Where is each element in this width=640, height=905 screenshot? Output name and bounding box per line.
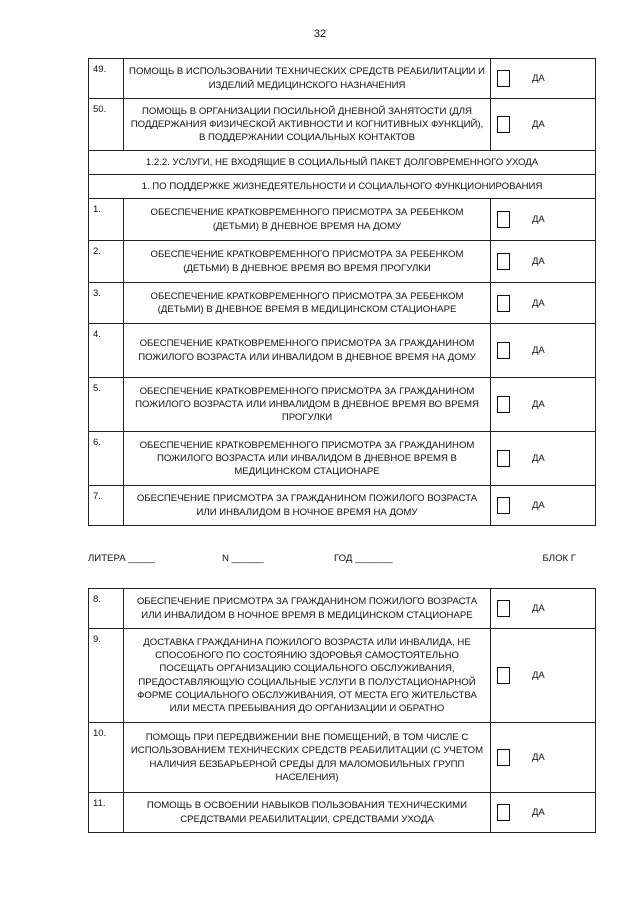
service-text: ПОМОЩЬ В ИСПОЛЬЗОВАНИИ ТЕХНИЧЕСКИХ СРЕДСТВ РЕАБИЛИТАЦИИ И ИЗДЕЛИЙ МЕДИЦИНСКОГО НАЗНАЧЕНИЯ bbox=[124, 59, 491, 99]
row-number: 7. bbox=[89, 486, 124, 526]
yes-label: ДА bbox=[532, 500, 545, 511]
page-number: 32 bbox=[313, 28, 327, 40]
row-number: 50. bbox=[89, 99, 124, 151]
answer-cell bbox=[491, 99, 596, 151]
checkbox[interactable] bbox=[497, 667, 510, 684]
answer-cell bbox=[491, 486, 596, 526]
checkbox[interactable] bbox=[497, 295, 510, 312]
service-text: ПОМОЩЬ В ОСВОЕНИИ НАВЫКОВ ПОЛЬЗОВАНИЯ ТЕХНИЧЕСКИМИ СРЕДСТВАМИ РЕАБИЛИТАЦИИ, СРЕДСТВАМИ УХОДА bbox=[124, 793, 491, 833]
yes-label: ДА bbox=[532, 297, 545, 309]
row-number: 1. bbox=[89, 199, 124, 241]
checkbox[interactable] bbox=[497, 450, 510, 467]
service-text: ОБЕСПЕЧЕНИЕ ПРИСМОТРА ЗА ГРАЖДАНИНОМ ПОЖИЛОГО ВОЗРАСТА ИЛИ ИНВАЛИДОМ В НОЧНОЕ ВРЕМЯ В МЕДИЦИНСКОМ СТАЦИОНАРЕ bbox=[124, 589, 491, 629]
answer-cell bbox=[491, 324, 596, 378]
row-number: 3. bbox=[89, 283, 124, 324]
table-row bbox=[89, 432, 596, 486]
answer-cell bbox=[491, 589, 596, 629]
checkbox[interactable] bbox=[497, 342, 510, 359]
answer-cell bbox=[491, 793, 596, 833]
table-row bbox=[89, 723, 596, 793]
table-row bbox=[89, 241, 596, 283]
row-number: 10. bbox=[89, 723, 124, 793]
checkbox[interactable] bbox=[497, 804, 510, 821]
row-number: 11. bbox=[89, 793, 124, 833]
service-text: ОБЕСПЕЧЕНИЕ КРАТКОВРЕМЕННОГО ПРИСМОТРА ЗА ГРАЖДАНИНОМ ПОЖИЛОГО ВОЗРАСТА ИЛИ ИНВАЛИДОМ В ДНЕВНОЕ ВРЕМЯ ВО ВРЕМЯ ПРОГУЛКИ bbox=[124, 378, 491, 432]
checkbox[interactable] bbox=[497, 396, 510, 413]
answer-cell bbox=[491, 629, 596, 723]
yes-label: ДА bbox=[532, 670, 545, 681]
answer-cell bbox=[491, 199, 596, 241]
yes-label: ДА bbox=[532, 752, 545, 763]
table-row bbox=[89, 486, 596, 526]
row-number: 6. bbox=[89, 432, 124, 486]
yes-label: ДА bbox=[532, 214, 545, 225]
table-row bbox=[89, 793, 596, 833]
table-row bbox=[89, 99, 596, 151]
litera-field: ЛИТЕРА _____ bbox=[88, 553, 155, 564]
subsection-row bbox=[89, 175, 596, 199]
answer-cell bbox=[491, 241, 596, 283]
yes-label: ДА bbox=[532, 453, 545, 464]
checkbox[interactable] bbox=[497, 749, 510, 766]
service-text: ОБЕСПЕЧЕНИЕ КРАТКОВРЕМЕННОГО ПРИСМОТРА ЗА РЕБЕНКОМ (ДЕТЬМИ) В ДНЕВНОЕ ВРЕМЯ ВО ВРЕМЯ ПРОГУЛКИ bbox=[124, 241, 491, 283]
service-text: ОБЕСПЕЧЕНИЕ ПРИСМОТРА ЗА ГРАЖДАНИНОМ ПОЖИЛОГО ВОЗРАСТА ИЛИ ИНВАЛИДОМ В НОЧНОЕ ВРЕМЯ НА ДОМУ bbox=[124, 486, 491, 526]
service-text: ОБЕСПЕЧЕНИЕ КРАТКОВРЕМЕННОГО ПРИСМОТРА ЗА ГРАЖДАНИНОМ ПОЖИЛОГО ВОЗРАСТА ИЛИ ИНВАЛИДОМ В ДНЕВНОЕ ВРЕМЯ НА ДОМУ bbox=[124, 324, 491, 378]
service-text: ПОМОЩЬ В ОРГАНИЗАЦИИ ПОСИЛЬНОЙ ДНЕВНОЙ ЗАНЯТОСТИ (ДЛЯ ПОДДЕРЖАНИЯ ФИЗИЧЕСКОЙ АКТИВНОСТИ И КОГНИТИВНЫХ ФУНКЦИЙ), В ПОДДЕРЖАНИИ СОЦИАЛЬНЫХ КОНТАКТОВ bbox=[124, 99, 491, 151]
answer-cell bbox=[491, 378, 596, 432]
yes-label: ДА bbox=[532, 256, 545, 267]
year-field: ГОД _______ bbox=[334, 553, 393, 564]
table-row bbox=[89, 629, 596, 723]
service-text: ОБЕСПЕЧЕНИЕ КРАТКОВРЕМЕННОГО ПРИСМОТРА ЗА РЕБЕНКОМ (ДЕТЬМИ) В ДНЕВНОЕ ВРЕМЯ НА ДОМУ bbox=[124, 199, 491, 241]
table-row bbox=[89, 589, 596, 629]
services-table-2 bbox=[88, 588, 596, 833]
row-number: 4. bbox=[89, 324, 124, 378]
answer-cell bbox=[491, 283, 596, 324]
service-text: ПОМОЩЬ ПРИ ПЕРЕДВИЖЕНИИ ВНЕ ПОМЕЩЕНИЙ, В ТОМ ЧИСЛЕ С ИСПОЛЬЗОВАНИЕМ ТЕХНИЧЕСКИХ СРЕДСТВ РЕАБИЛИТАЦИИ (С УЧЕТОМ НАЛИЧИЯ БЕЗБАРЬЕРНОЙ СРЕДЫ ДЛЯ МАЛОМОБИЛЬНЫХ ГРУПП НАСЕЛЕНИЯ) bbox=[124, 723, 491, 793]
number-field: N ______ bbox=[222, 553, 264, 564]
table-row bbox=[89, 59, 596, 99]
yes-label: ДА bbox=[532, 345, 545, 356]
service-text: ОБЕСПЕЧЕНИЕ КРАТКОВРЕМЕННОГО ПРИСМОТРА ЗА РЕБЕНКОМ (ДЕТЬМИ) В ДНЕВНОЕ ВРЕМЯ В МЕДИЦИНСКОМ СТАЦИОНАРЕ bbox=[124, 283, 491, 324]
table-row bbox=[89, 378, 596, 432]
yes-label: ДА bbox=[532, 603, 545, 614]
checkbox[interactable] bbox=[497, 497, 510, 514]
yes-label: ДА bbox=[532, 119, 545, 130]
section-title: 1.2.2. УСЛУГИ, НЕ ВХОДЯЩИЕ В СОЦИАЛЬНЫЙ ПАКЕТ ДОЛГОВРЕМЕННОГО УХОДА bbox=[89, 151, 596, 175]
row-number: 8. bbox=[89, 589, 124, 629]
table-row bbox=[89, 199, 596, 241]
checkbox[interactable] bbox=[497, 600, 510, 617]
checkbox[interactable] bbox=[497, 211, 510, 228]
table-row bbox=[89, 324, 596, 378]
answer-cell bbox=[491, 59, 596, 99]
row-number: 5. bbox=[89, 378, 124, 432]
row-number: 9. bbox=[89, 629, 124, 723]
table-row bbox=[89, 283, 596, 324]
block-label: БЛОК Г bbox=[542, 553, 576, 564]
service-text: ДОСТАВКА ГРАЖДАНИНА ПОЖИЛОГО ВОЗРАСТА ИЛИ ИНВАЛИДА, НЕ СПОСОБНОГО ПО СОСТОЯНИЮ ЗДОРОВЬЯ САМОСТОЯТЕЛЬНО ПОСЕЩАТЬ ОРГАНИЗАЦИЮ СОЦИАЛЬНОГО ОБСЛУЖИВАНИЯ, ПРЕДОСТАВЛЯЮЩУЮ СОЦИАЛЬНЫЕ УСЛУГИ В ПОЛУСТАЦИОНАРНОЙ ФОРМЕ СОЦИАЛЬНОГО ОБСЛУЖИВАНИЯ, ОТ МЕСТА ЕГО ЖИТЕЛЬСТВА ИЛИ МЕСТА ПРЕБЫВАНИЯ ДО ОРГАНИЗАЦИИ И ОБРАТНО bbox=[124, 629, 491, 723]
checkbox[interactable] bbox=[497, 116, 510, 133]
yes-label: ДА bbox=[532, 399, 545, 410]
checkbox[interactable] bbox=[497, 70, 510, 87]
service-text: ОБЕСПЕЧЕНИЕ КРАТКОВРЕМЕННОГО ПРИСМОТРА ЗА ГРАЖДАНИНОМ ПОЖИЛОГО ВОЗРАСТА ИЛИ ИНВАЛИДОМ В ДНЕВНОЕ ВРЕМЯ В МЕДИЦИНСКОМ СТАЦИОНАРЕ bbox=[124, 432, 491, 486]
subsection-title: 1. ПО ПОДДЕРЖКЕ ЖИЗНЕДЕЯТЕЛЬНОСТИ И СОЦИАЛЬНОГО ФУНКЦИОНИРОВАНИЯ bbox=[89, 175, 596, 199]
yes-label: ДА bbox=[532, 73, 545, 84]
services-table-1 bbox=[88, 58, 596, 526]
form-footer bbox=[86, 553, 576, 567]
checkbox[interactable] bbox=[497, 253, 510, 270]
answer-cell bbox=[491, 432, 596, 486]
row-number: 2. bbox=[89, 241, 124, 283]
row-number: 49. bbox=[89, 59, 124, 99]
section-row bbox=[89, 151, 596, 175]
yes-label: ДА bbox=[532, 807, 545, 818]
answer-cell bbox=[491, 723, 596, 793]
